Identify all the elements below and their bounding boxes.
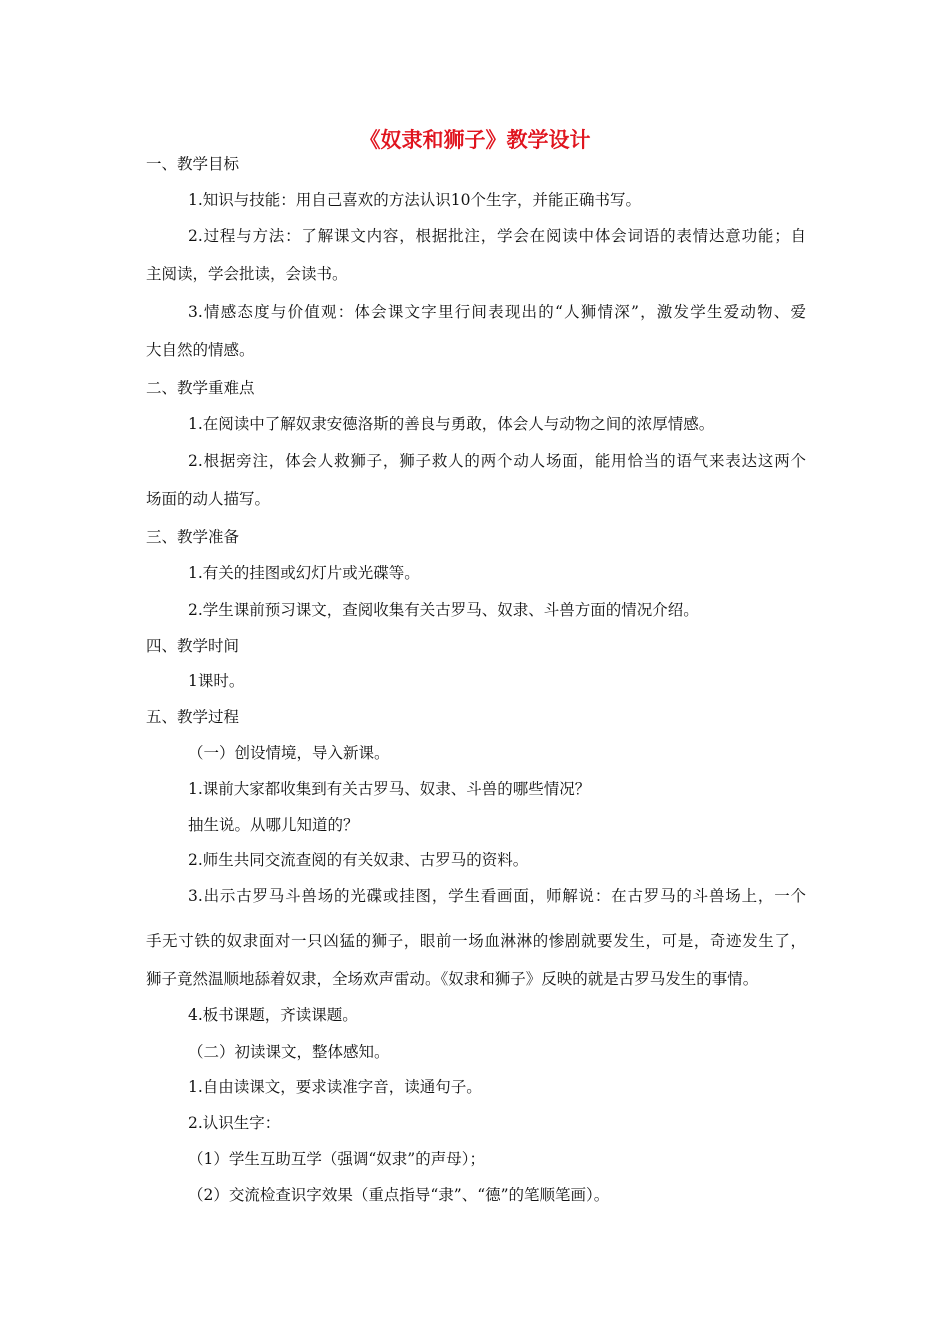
document-title: 《奴隶和狮子》教学设计	[359, 128, 591, 152]
paragraph-line: 2.根据旁注，体会人救狮子，狮子救人的两个动人场面，能用恰当的语气来表达这两个	[188, 452, 806, 470]
paragraph-line: 狮子竟然温顺地舔着奴隶，全场欢声雷动。《奴隶和狮子》反映的就是古罗马发生的事情。	[146, 970, 759, 988]
paragraph-line: （1）学生互助互学（强调“奴隶”的声母）；	[188, 1150, 485, 1168]
section-heading: 五、教学过程	[146, 708, 240, 726]
subsection-heading: （一）创设情境，导入新课。	[188, 744, 390, 762]
section-heading: 二、教学重难点	[146, 379, 255, 397]
section-heading: 三、教学准备	[146, 528, 240, 546]
section-heading: 四、教学时间	[146, 637, 240, 655]
paragraph-line: 1.自由读课文，要求读准字音，读通句子。	[188, 1078, 482, 1096]
paragraph-line: 2.学生课前预习课文，查阅收集有关古罗马、奴隶、斗兽方面的情况介绍。	[188, 601, 699, 619]
paragraph-line: 抽生说。从哪儿知道的？	[188, 816, 359, 834]
paragraph-line: 场面的动人描写。	[146, 490, 271, 508]
paragraph-line: 1课时。	[188, 672, 245, 690]
paragraph-line: 3.出示古罗马斗兽场的光碟或挂图，学生看画面，师解说：在古罗马的斗兽场上，一个	[188, 887, 806, 905]
paragraph-line: 4.板书课题，齐读课题。	[188, 1006, 358, 1024]
paragraph-line: 主阅读，学会批读，会读书。	[146, 265, 348, 283]
paragraph-line: 3.情感态度与价值观：体会课文字里行间表现出的“人狮情深”，激发学生爱动物、爱	[188, 303, 806, 321]
subsection-heading: （二）初读课文，整体感知。	[188, 1043, 390, 1061]
paragraph-line: 手无寸铁的奴隶面对一只凶猛的狮子，眼前一场血淋淋的惨剧就要发生，可是，奇迹发生了，	[146, 932, 806, 950]
paragraph-line: 2.师生共同交流查阅的有关奴隶、古罗马的资料。	[188, 851, 529, 869]
section-heading: 一、教学目标	[146, 155, 240, 173]
paragraph-line: 2.认识生字：	[188, 1114, 281, 1132]
paragraph-line: 1.在阅读中了解奴隶安德洛斯的善良与勇敢，体会人与动物之间的浓厚情感。	[188, 415, 715, 433]
paragraph-line: 1.有关的挂图或幻灯片或光碟等。	[188, 564, 420, 582]
paragraph-line: 1.课前大家都收集到有关古罗马、奴隶、斗兽的哪些情况？	[188, 780, 591, 798]
paragraph-line: 1.知识与技能：用自己喜欢的方法认识10个生字，并能正确书写。	[188, 191, 642, 209]
paragraph-line: 大自然的情感。	[146, 341, 255, 359]
paragraph-line: 2.过程与方法：了解课文内容，根据批注，学会在阅读中体会词语的表情达意功能；自	[188, 227, 806, 245]
paragraph-line: （2）交流检查识字效果（重点指导“隶”、“德”的笔顺笔画）。	[188, 1186, 610, 1204]
